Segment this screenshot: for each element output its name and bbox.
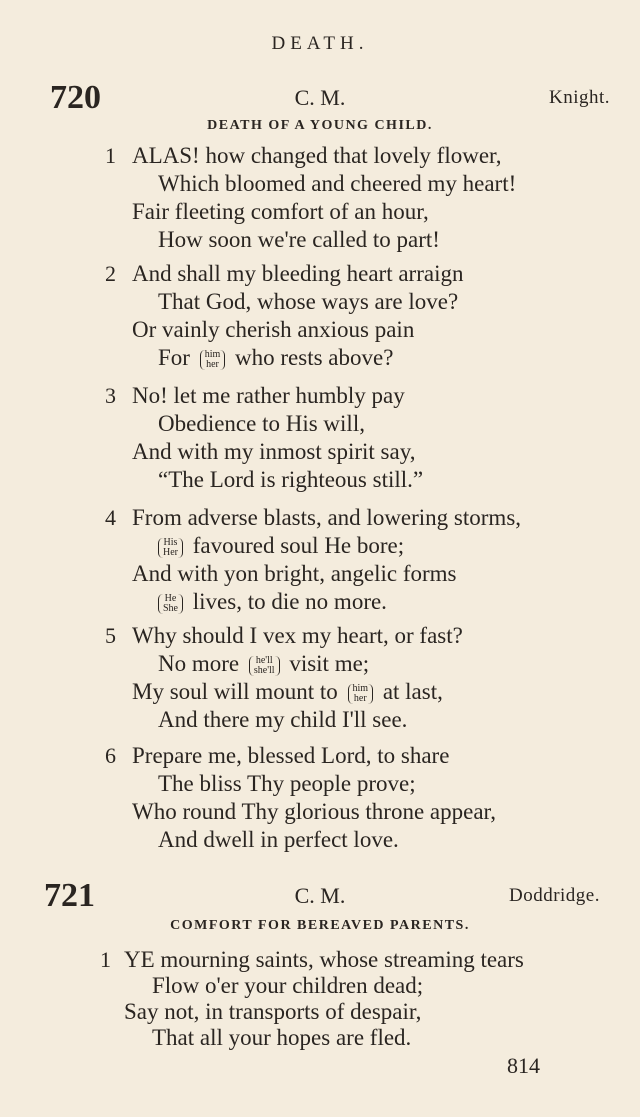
verse-word: favoured soul He bore; [192,533,405,558]
verse-line [158,650,369,678]
verse-word: My soul will mount to [132,679,338,704]
verse-line: Say not, in transports of despair, [124,999,422,1024]
verse-line: And with my inmost spirit say, [132,439,416,464]
verse-line: That God, whose ways are love? [158,289,459,314]
hymn-number: 720 [50,79,101,116]
verse-line: And there my child I'll see. [158,707,408,732]
verse-word: who rests above? [235,345,394,370]
verse-number: 4 [105,505,116,530]
verse-line: That all your hopes are fled. [152,1025,412,1050]
hymn-number: 721 [44,877,95,914]
verse-line: And with yon bright, angelic forms [132,561,457,586]
hymn-720-heading [0,78,640,118]
verse-line [132,678,443,706]
verse-number: 1 [105,143,116,168]
hymn-meter: C. M. [294,85,346,110]
verse-word: No more [158,651,240,676]
brace-option: His [163,536,178,548]
hymn-tune: Doddridge. [508,885,600,906]
hymn-meter: C. M. [294,883,346,908]
verse-line: From adverse blasts, and lowering storms, [132,505,522,530]
hymn-title: DEATH OF A YOUNG CHILD. [207,118,433,133]
verse-line: And dwell in perfect love. [158,827,399,852]
verse-line [158,588,387,616]
brace-option: her [353,692,367,704]
verse-line: No! let me rather humbly pay [132,383,405,408]
brace-option: he'll [255,654,273,666]
verse-line: Obedience to His will, [158,411,365,436]
brace-option: her [206,358,219,370]
section-header: DEATH. [271,33,369,54]
hymn-721-heading [0,876,640,916]
brace-option: him [352,682,369,694]
verse-line: Flow o'er your children dead; [152,973,424,998]
hymn-tune: Knight. [548,87,610,108]
verse-number: 6 [105,743,116,768]
verse-word: visit me; [289,651,370,676]
verse-line: “The Lord is righteous still.” [158,467,424,492]
brace-option: He [164,592,177,604]
verse-line: YE mourning saints, whose streaming tears [124,947,524,972]
brace-option: Her [163,546,178,558]
pronoun-brace [200,350,226,370]
pronoun-brace [348,684,374,704]
verse-line: And shall my bleeding heart arraign [132,261,464,286]
verse-line: Fair fleeting comfort of an hour, [132,199,429,224]
brace-option: She [163,602,178,614]
page-number: 814 [507,1053,540,1078]
verse-number: 3 [105,383,116,408]
verse-line: Why should I vex my heart, or fast? [132,623,463,648]
verse-line: Which bloomed and cheered my heart! [158,171,517,196]
verse-number: 2 [105,261,116,286]
verse-line: How soon we're called to part! [158,227,440,252]
verse-line: Who round Thy glorious throne appear, [132,799,497,824]
verse-line: Prepare me, blessed Lord, to share [132,743,450,768]
brace-option: she'll [253,664,275,676]
verse-number: 1 [100,947,111,972]
verse-number: 5 [105,623,116,648]
verse-word: lives, to die no more. [192,589,387,614]
verse-line [158,532,404,560]
verse-line: The bliss Thy people prove; [158,771,416,796]
brace-option: him [204,348,221,360]
pronoun-brace [158,538,183,558]
verse-line [158,344,393,372]
verse-line: Or vainly cherish anxious pain [132,317,415,342]
hymn-title: COMFORT FOR BEREAVED PARENTS. [170,918,470,933]
verse-word: at last, [382,679,443,704]
pronoun-brace [249,656,280,676]
pronoun-brace [158,594,183,614]
verse-word: For [158,345,190,370]
verse-line: ALAS! how changed that lovely flower, [132,143,502,168]
